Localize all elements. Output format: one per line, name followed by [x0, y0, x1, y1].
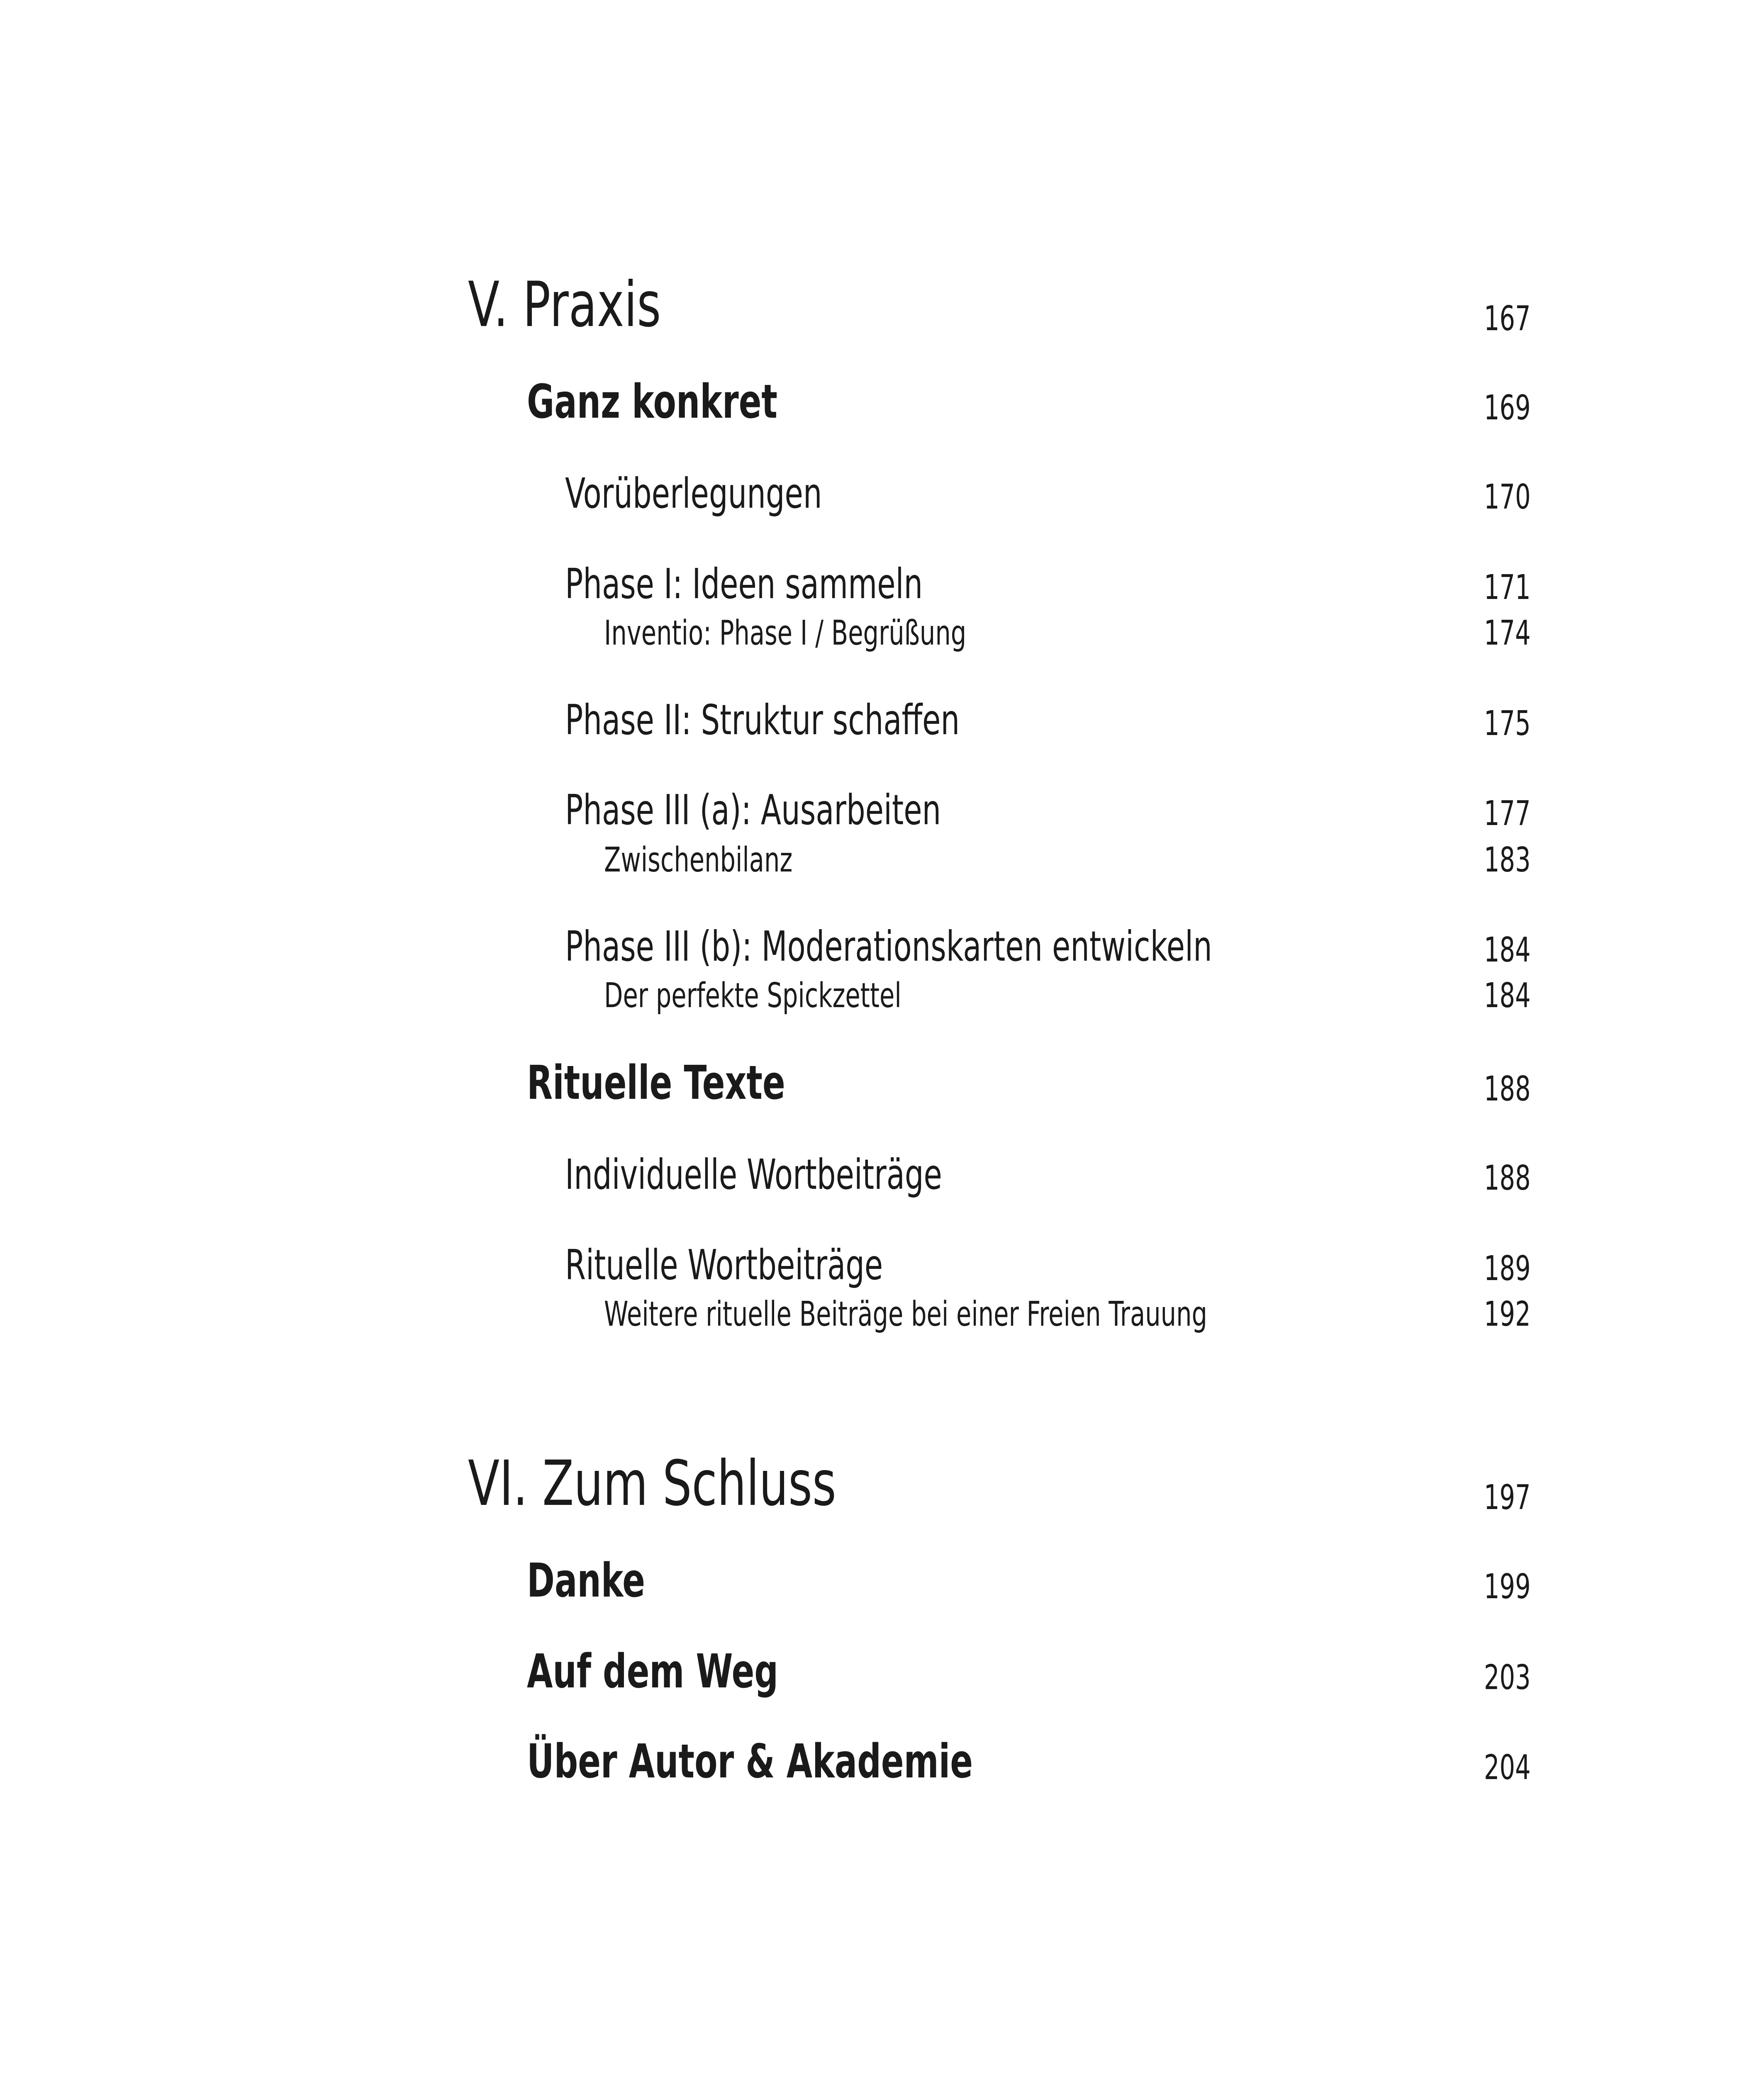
toc-entry-page: 174 — [1484, 613, 1531, 653]
toc-entry-title: Weitere rituelle Beiträge bei einer Freien Trauung — [604, 1295, 1207, 1334]
toc-entry-title: Rituelle Texte — [527, 1056, 785, 1110]
toc-entry-title: VI. Zum Schluss — [468, 1448, 836, 1520]
toc-entry-page: 184 — [1484, 976, 1531, 1015]
toc-entry-page: 188 — [1484, 1069, 1531, 1109]
toc-entry-page: 171 — [1484, 568, 1531, 607]
toc-entry-title: Der perfekte Spickzettel — [604, 976, 901, 1015]
toc-entry-title: Phase III (a): Ausarbeiten — [565, 786, 941, 834]
toc-entry-page: 192 — [1484, 1295, 1531, 1334]
toc-entry-title: Über Autor & Akademie — [527, 1735, 973, 1789]
toc-entry-page: 177 — [1484, 794, 1531, 833]
toc-entry-page: 199 — [1484, 1567, 1531, 1607]
toc-entry-title: Rituelle Wortbeiträge — [565, 1241, 883, 1289]
toc-entry-title: Phase I: Ideen sammeln — [565, 560, 923, 608]
toc-entry-title: Individuelle Wortbeiträge — [565, 1150, 942, 1199]
toc-entry-page: 197 — [1484, 1478, 1531, 1517]
toc-entry-page: 175 — [1484, 704, 1531, 743]
toc-entry-page: 183 — [1484, 840, 1531, 880]
toc-entry-title: Phase II: Struktur schaffen — [565, 696, 960, 744]
toc-entry-title: Phase III (b): Moderationskarten entwickeln — [565, 922, 1212, 971]
toc-entry-title: V. Praxis — [468, 269, 661, 341]
toc-entry-page: 170 — [1484, 477, 1531, 517]
toc-entry-page: 204 — [1484, 1748, 1531, 1787]
toc-entry-page: 203 — [1484, 1658, 1531, 1697]
toc-entry-page: 167 — [1484, 299, 1531, 338]
toc-entry-title: Zwischenbilanz — [604, 840, 793, 880]
toc-entry-title: Auf dem Weg — [527, 1645, 778, 1699]
toc-entry-title: Danke — [527, 1554, 645, 1608]
toc-entry-title: Ganz konkret — [527, 375, 777, 429]
toc-entry-page: 169 — [1484, 388, 1531, 428]
toc-entry-page: 184 — [1484, 930, 1531, 970]
toc-entry-page: 188 — [1484, 1159, 1531, 1198]
toc-entry-title: Inventio: Phase I / Begrüßung — [604, 613, 967, 653]
toc-entry-page: 189 — [1484, 1249, 1531, 1288]
toc-entry-title: Vorüberlegungen — [565, 469, 822, 518]
